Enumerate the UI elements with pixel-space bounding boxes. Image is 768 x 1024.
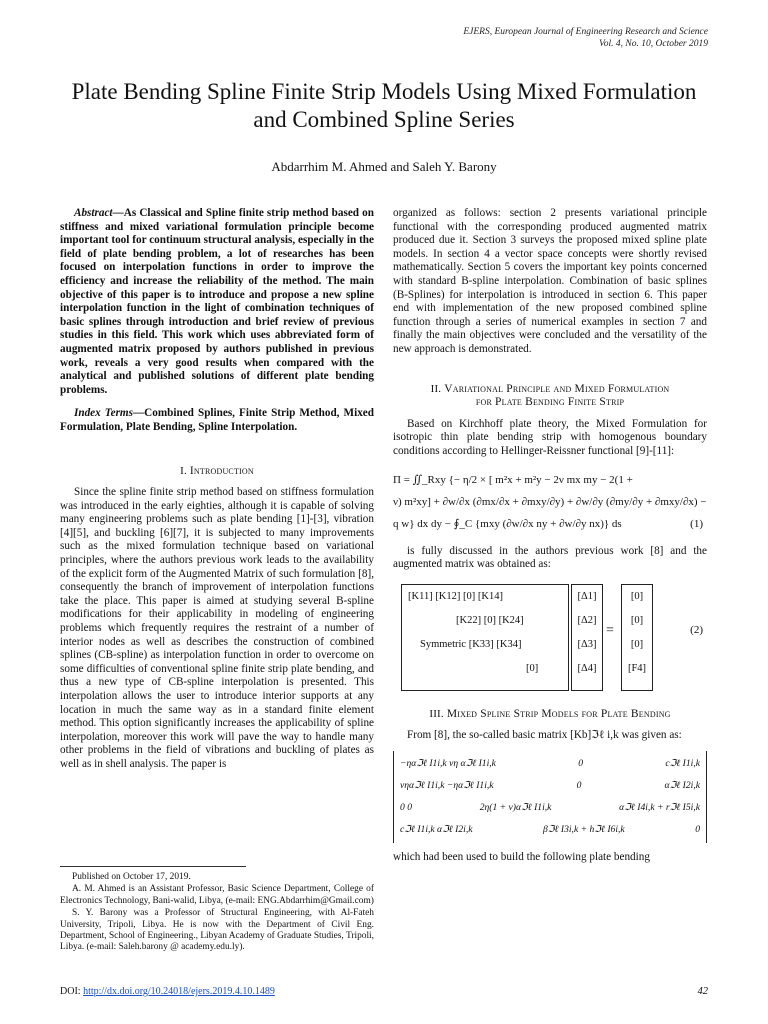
introduction-text: Since the spline finite strip method based on stiffness formulation was introduced in the early eighties, although it is capable of solving many engineering problems such as plate bending [1]-[3], vibration [4][5], and buckling [6][7], it is subjected to many improvements such as the mixed formulation technique based on variational principles, where the authors previous work leads to the availability of the explicit form of the Augmented Matrix of such formulation [8], consequently the branch of improvement of interpolation functions take the place. This paper is aimed at studying several B-spline modifications for their applicability in modeling of engineering problems which frequently requires the restraint of a number of interior nodes as well as describes the construction of combined splines (CB-spline) as interpolation function in order to overcome on some difficulties of conventional spline finite strip plate bending, and thus a new type of CB-spline interpolation is presented. This interpolation allows the user to introduce interior supports at any location in much the same way as in a standard finite element method. This option significantly increases the applicability of spline interpolation, moreover this work will pave the way to handle many other problems in the field of vibrations and buckling of plates as well as in shell analysis. The paper is (60, 486, 374, 770)
footnotes (60, 872, 374, 955)
section-title: Mixed Spline Strip Models for Plate Bending (446, 707, 671, 720)
intro-continuation: organized as follows: section 2 presents variational principle functional with the corresponding produced augmented matrix produced due it. Section 3 surveys the proposed mixed spline plate models. In section 4 a vector space concepts were shortly revised mathematically. Section 5 covers the important key points concerned with standard B-spline interpolation. Combination of basic splines (B-Splines) for interpolation is introduced in section 6. This paper end with implementation of the new proposed combined spline function through a series of numerical examples in section 7 and finally the main objectives were concluded and the versatility of the new approach is demonstrated. (393, 207, 707, 355)
equation-1-line3-text: q w} dx dy − ∮_C {mxy (∂w/∂x ny + ∂w/∂y nx)} ds (393, 517, 622, 530)
vector-entry: [Δ3] (577, 638, 597, 650)
matrix-row (400, 797, 700, 819)
journal-name: EJERS, European Journal of Engineering Research and Science (463, 27, 708, 37)
footnote-author1: A. M. Ahmed is an Assistant Professor, Basic Science Department, College of Electronics Technology, Bani-walid, Libya, (e-mail: ENG.Abdarrhim@Gmail.com) (60, 884, 374, 906)
doi-line (60, 986, 275, 997)
section-title-line1: Variational Principle and Mixed Formulation (444, 382, 670, 395)
after-equation-1: is fully discussed in the authors previous work [8] and the augmented matrix was obtained as: (393, 544, 707, 571)
matrix-row: [K11] [K12] [0] [K14] (408, 590, 503, 602)
matrix-cell: βℑℓ I3i,k + hℑℓ I6i,k (543, 823, 625, 835)
matrix-row (400, 819, 700, 841)
matrix-cell: −ηαℑℓ I1i,k νη αℑℓ I1i,k (400, 757, 496, 769)
section-title: Introduction (189, 464, 254, 477)
matrix-cell: αℑℓ I4i,k + rℑℓ I5i,k (619, 801, 700, 813)
paper-authors: Abdarrhim M. Ahmed and Saleh Y. Barony (271, 159, 497, 174)
equation-1-line3 (393, 513, 707, 535)
footnote-divider (60, 866, 246, 867)
vector-entry: [Δ1] (577, 590, 597, 602)
section-title-line2: for Plate Bending Finite Strip (475, 396, 625, 409)
footnote-published: Published on October 17, 2019. (72, 872, 191, 882)
equation-2 (393, 584, 707, 694)
page-number: 42 (697, 986, 708, 997)
index-terms-text: —Combined Splines, Finite Strip Method, Mixed Formulation, Plate Bending, Spline Interpolation. (60, 407, 374, 433)
index-terms (60, 407, 374, 434)
load-vector (621, 584, 653, 691)
doi-link[interactable]: http://dx.doi.org/10.24018/ejers.2019.4.10.1489 (83, 986, 275, 997)
right-column (393, 207, 707, 864)
vector-entry: [0] (630, 590, 644, 602)
equation-1-line2: ν) m²xy] + ∂w/∂x (∂mx/∂x + ∂mxy/∂y) + ∂w/∂y (∂my/∂y + ∂mxy/∂x) − (393, 495, 707, 508)
abstract (60, 207, 374, 397)
paper-title: Plate Bending Spline Finite Strip Models Using Mixed Formulation and Combined Spline Series (71, 79, 697, 132)
matrix-cell: αℑℓ I2i,k (664, 779, 700, 791)
matrix-row: [K22] [0] [K24] (456, 614, 524, 626)
index-terms-label: Index Terms (74, 407, 133, 420)
doi-label: DOI: (60, 986, 84, 997)
equals-sign: = (606, 622, 614, 638)
matrix-row: Symmetric [K33] [K34] (420, 638, 522, 650)
section3-continuation: which had been used to build the following plate bending (393, 850, 650, 863)
matrix-cell: νηαℑℓ I1i,k −ηαℑℓ I1i,k (400, 779, 494, 791)
section-heading-mixed-spline (393, 708, 707, 722)
section2-text: Based on Kirchhoff plate theory, the Mixed Formulation for isotropic thin plate bending strip with homogenous boundary conditions according to Hellinger-Reissner functional [9]-[11]: (393, 417, 707, 457)
equation-2-number: (2) (690, 623, 703, 636)
section-number: II. (430, 382, 442, 395)
abstract-text: —As Classical and Spline finite strip method based on stiffness and mixed variational formulation principle become important tool for continuum structural analysis, especially in the field of plate bending problem, a lot of researches has been focused on interpolation functions in order to improve the efficiency and increase the reliability of the method. The main objective of this paper is to introduce and propose a new spline interpolation function in the light of combination techniques of basic splines through introduction and brief review of previous studies in this field. This work which uses abbreviated form of augmented matrix proposed by authors published in previous work, reveals a very good results when compared with the analytical and published solutions of different plate bending problems. (60, 207, 374, 396)
matrix-cell: 0 0 (400, 801, 412, 813)
section3-text: From [8], the so-called basic matrix [Kb]ℑℓ i,k was given as: (407, 729, 682, 742)
vector-entry: [0] (630, 614, 644, 626)
matrix-cell: 0 (578, 757, 584, 769)
journal-volume: Vol. 4, No. 10, October 2019 (599, 39, 708, 49)
matrix-cell: cℑℓ I1i,k (665, 757, 700, 769)
matrix-row (400, 775, 700, 797)
vector-entry: [Δ2] (577, 614, 597, 626)
matrix-row: [0] (526, 662, 539, 674)
equation-1 (393, 469, 707, 535)
vector-entry: [Δ4] (577, 662, 597, 674)
matrix-row (400, 753, 700, 775)
displacement-vector (571, 584, 603, 691)
matrix-cell: 2η(1 + ν)αℑℓ I1i,k (479, 801, 552, 813)
matrix-cell: 0 (576, 779, 582, 791)
vector-entry: [F4] (627, 662, 647, 674)
augmented-matrix (401, 584, 569, 691)
left-column (60, 207, 374, 772)
running-header (463, 26, 708, 50)
matrix-cell: 0 (695, 823, 700, 835)
equation-1-number: (1) (690, 517, 703, 530)
abstract-label: Abstract (74, 207, 113, 219)
vector-entry: [0] (630, 638, 644, 650)
section-heading-introduction (60, 465, 374, 479)
basic-matrix (393, 751, 707, 843)
equation-1-line1: Π = ∬_Rxy {− η/2 × [ m²x + m²y − 2ν mx my − 2(1 + (393, 473, 633, 486)
section-number: III. (429, 707, 444, 720)
section-number: I. (180, 464, 187, 477)
footnote-author2: S. Y. Barony was a Professor of Structural Engineering, with Al-Fateh University, Tripoli, Libya. He is now with the Department of Civil Eng. Department, School of Engineering., Libyan Academy of Graduate Studies, Tripoli, Libya. (e-mail: Saleh.barony @ academy.edu.ly). (60, 908, 375, 953)
section-heading-variational (393, 383, 707, 410)
matrix-cell: cℑℓ I1i,k αℑℓ I2i,k (400, 823, 473, 835)
